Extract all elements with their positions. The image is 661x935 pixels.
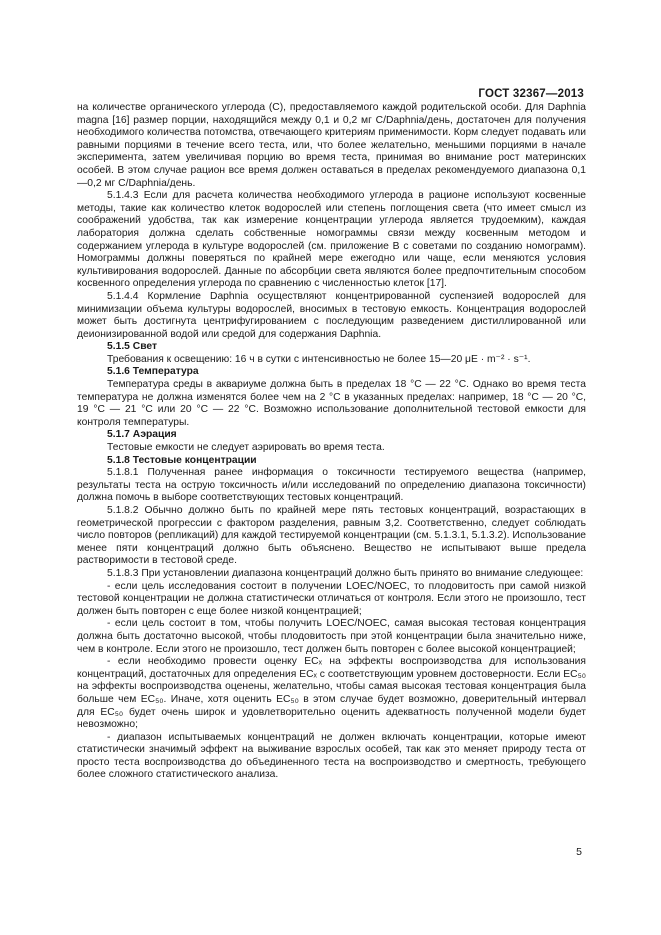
paragraph: 5.1.4.4 Кормление Daphnia осуществляют концентрированной суспензией водорослей для минимизации объема культуры водорослей, вносимых в тестовую емкость. Концентрация водорослей может быть достигнута центрифугированием с последующим разведением дистиллированной или деионизированной водой или средой для содержания Daphnia. xyxy=(77,290,586,340)
list-item: - диапазон испытываемых концентраций не должен включать концентрации, которые имеют статистически значимый эффект на выживание взрослых особей, так как это меняет природу теста от просто теста воспроизводства до объединенного теста на воспроизводство и смертность, требующего более сложного статистического анализа. xyxy=(77,731,586,781)
document-body xyxy=(77,102,586,782)
section-heading: 5.1.6 Температура xyxy=(107,366,199,378)
list-item: - если необходимо провести оценку ECₓ на эффекты воспроизводства для использования концентраций, достаточных для определения ECₓ с соответствующим уровнем достоверности. Если EC₅₀ на эффекты воспроизводства оценены, желательно, чтобы самая высокая тестовая концентрация была больше чем EC₅₀. Иначе, хотя оценить EC₅₀ в этом случае будет возможно, доверительный интервал для EC₅₀ будет очень широк и удовлетворительно оценить адекватность полученной модели будет невозможно; xyxy=(77,656,586,731)
paragraph: 5.1.8.1 Полученная ранее информация о токсичности тестируемого вещества (например, результаты теста на острую токсичность и/или исследований по определению диапазона токсичности) должна помочь в выборе соответствующих тестовых концентраций. xyxy=(77,467,586,504)
list-item: - если цель состоит в том, чтобы получить LOEC/NOEC, самая высокая тестовая концентрация должна быть достаточно высокой, чтобы плодовитость при этой концентрации была значительно ниже, чем в контроле. Если этого не произошло, тест должен быть повторен с более высокой концентрацией; xyxy=(77,618,586,655)
paragraph: 5.1.8.2 Обычно должно быть по крайней мере пять тестовых концентраций, возрастающих в геометрической прогрессии с фактором разделения, равным 3,2. Соответственно, следует соблюдать число повторов (репликаций) для каждой тестируемой концентрации (см. 5.1.3.1, 5.1.3.2). Использование менее пяти концентраций должно быть объяснено. Вещество не испытывают выше предела растворимости в тестовой среде. xyxy=(77,505,586,567)
section-heading: 5.1.7 Аэрация xyxy=(107,429,177,441)
paragraph: 5.1.8.3 При установлении диапазона концентраций должно быть принято во внимание следующее: xyxy=(107,567,584,579)
paragraph: Требования к освещению: 16 ч в сутки с интенсивностью не более 15—20 μE · m⁻² · s⁻¹. xyxy=(107,353,531,365)
paragraph: 5.1.4.3 Если для расчета количества необходимого углерода в рационе используют косвенные методы, такие как количество клеток водорослей или степень поглощения света (что имеет смысл из соображений удобства, так как измерение концентрации углерода является трудоемким), каждая лаборатория должна сделать собственные номограммы связи между косвенным методом и содержанием углерода в культуре водорослей (см. приложение В с советами по созданию номограмм). Номограммы должны поверяться по крайней мере ежегодно или чаще, если меняются условия культивирования водорослей. Данные по абсорбции света являются более предпочтительным способом косвенного определения углерода по сравнению с численностью клеток [17]. xyxy=(77,190,586,290)
section-heading: 5.1.5 Свет xyxy=(107,341,158,353)
list-item: - если цель исследования состоит в получении LOEC/NOEC, то плодовитость при самой низкой тестовой концентрации не должна статистически отличаться от контроля. Если этого не произошло, тест должен быть повторен с еще более низкой концентрацией; xyxy=(77,580,586,617)
paragraph: на количестве органического углерода (С), предоставляемого каждой родительской особи. Для Daphnia magna [16] размер порции, находящийся между 0,1 и 0,2 мг C/Daphnia/день, достаточен для получения необходимого количества потомства, отвечающего критериям применимости. Корм следует подавать или равными порциями в течение всего теста, или, что более желательно, меньшими порциями в начале эксперимента, затем увеличивая порцию во время теста, принимая во внимание рост материнских особей. В этом случае рацион все время должен оставаться в пределах рекомендуемого диапазона 0,1—0,2 мг C/Daphnia/день. xyxy=(77,102,586,189)
page-number: 5 xyxy=(576,846,582,858)
paragraph: Температура среды в аквариуме должна быть в пределах 18 °С — 22 °С. Однако во время теста температура не должна изменятся более чем на 2 °С в указанных пределах: например, 18 °С — 20 °С, 19 °С — 21 °С или 20 °С — 22 °С. Возможно использование дополнительной тестовой емкости для контроля температуры. xyxy=(77,379,586,428)
paragraph: Тестовые емкости не следует аэрировать во время теста. xyxy=(107,442,385,454)
standard-number: ГОСТ 32367—2013 xyxy=(478,88,584,100)
section-heading: 5.1.8 Тестовые концентрации xyxy=(107,454,257,466)
